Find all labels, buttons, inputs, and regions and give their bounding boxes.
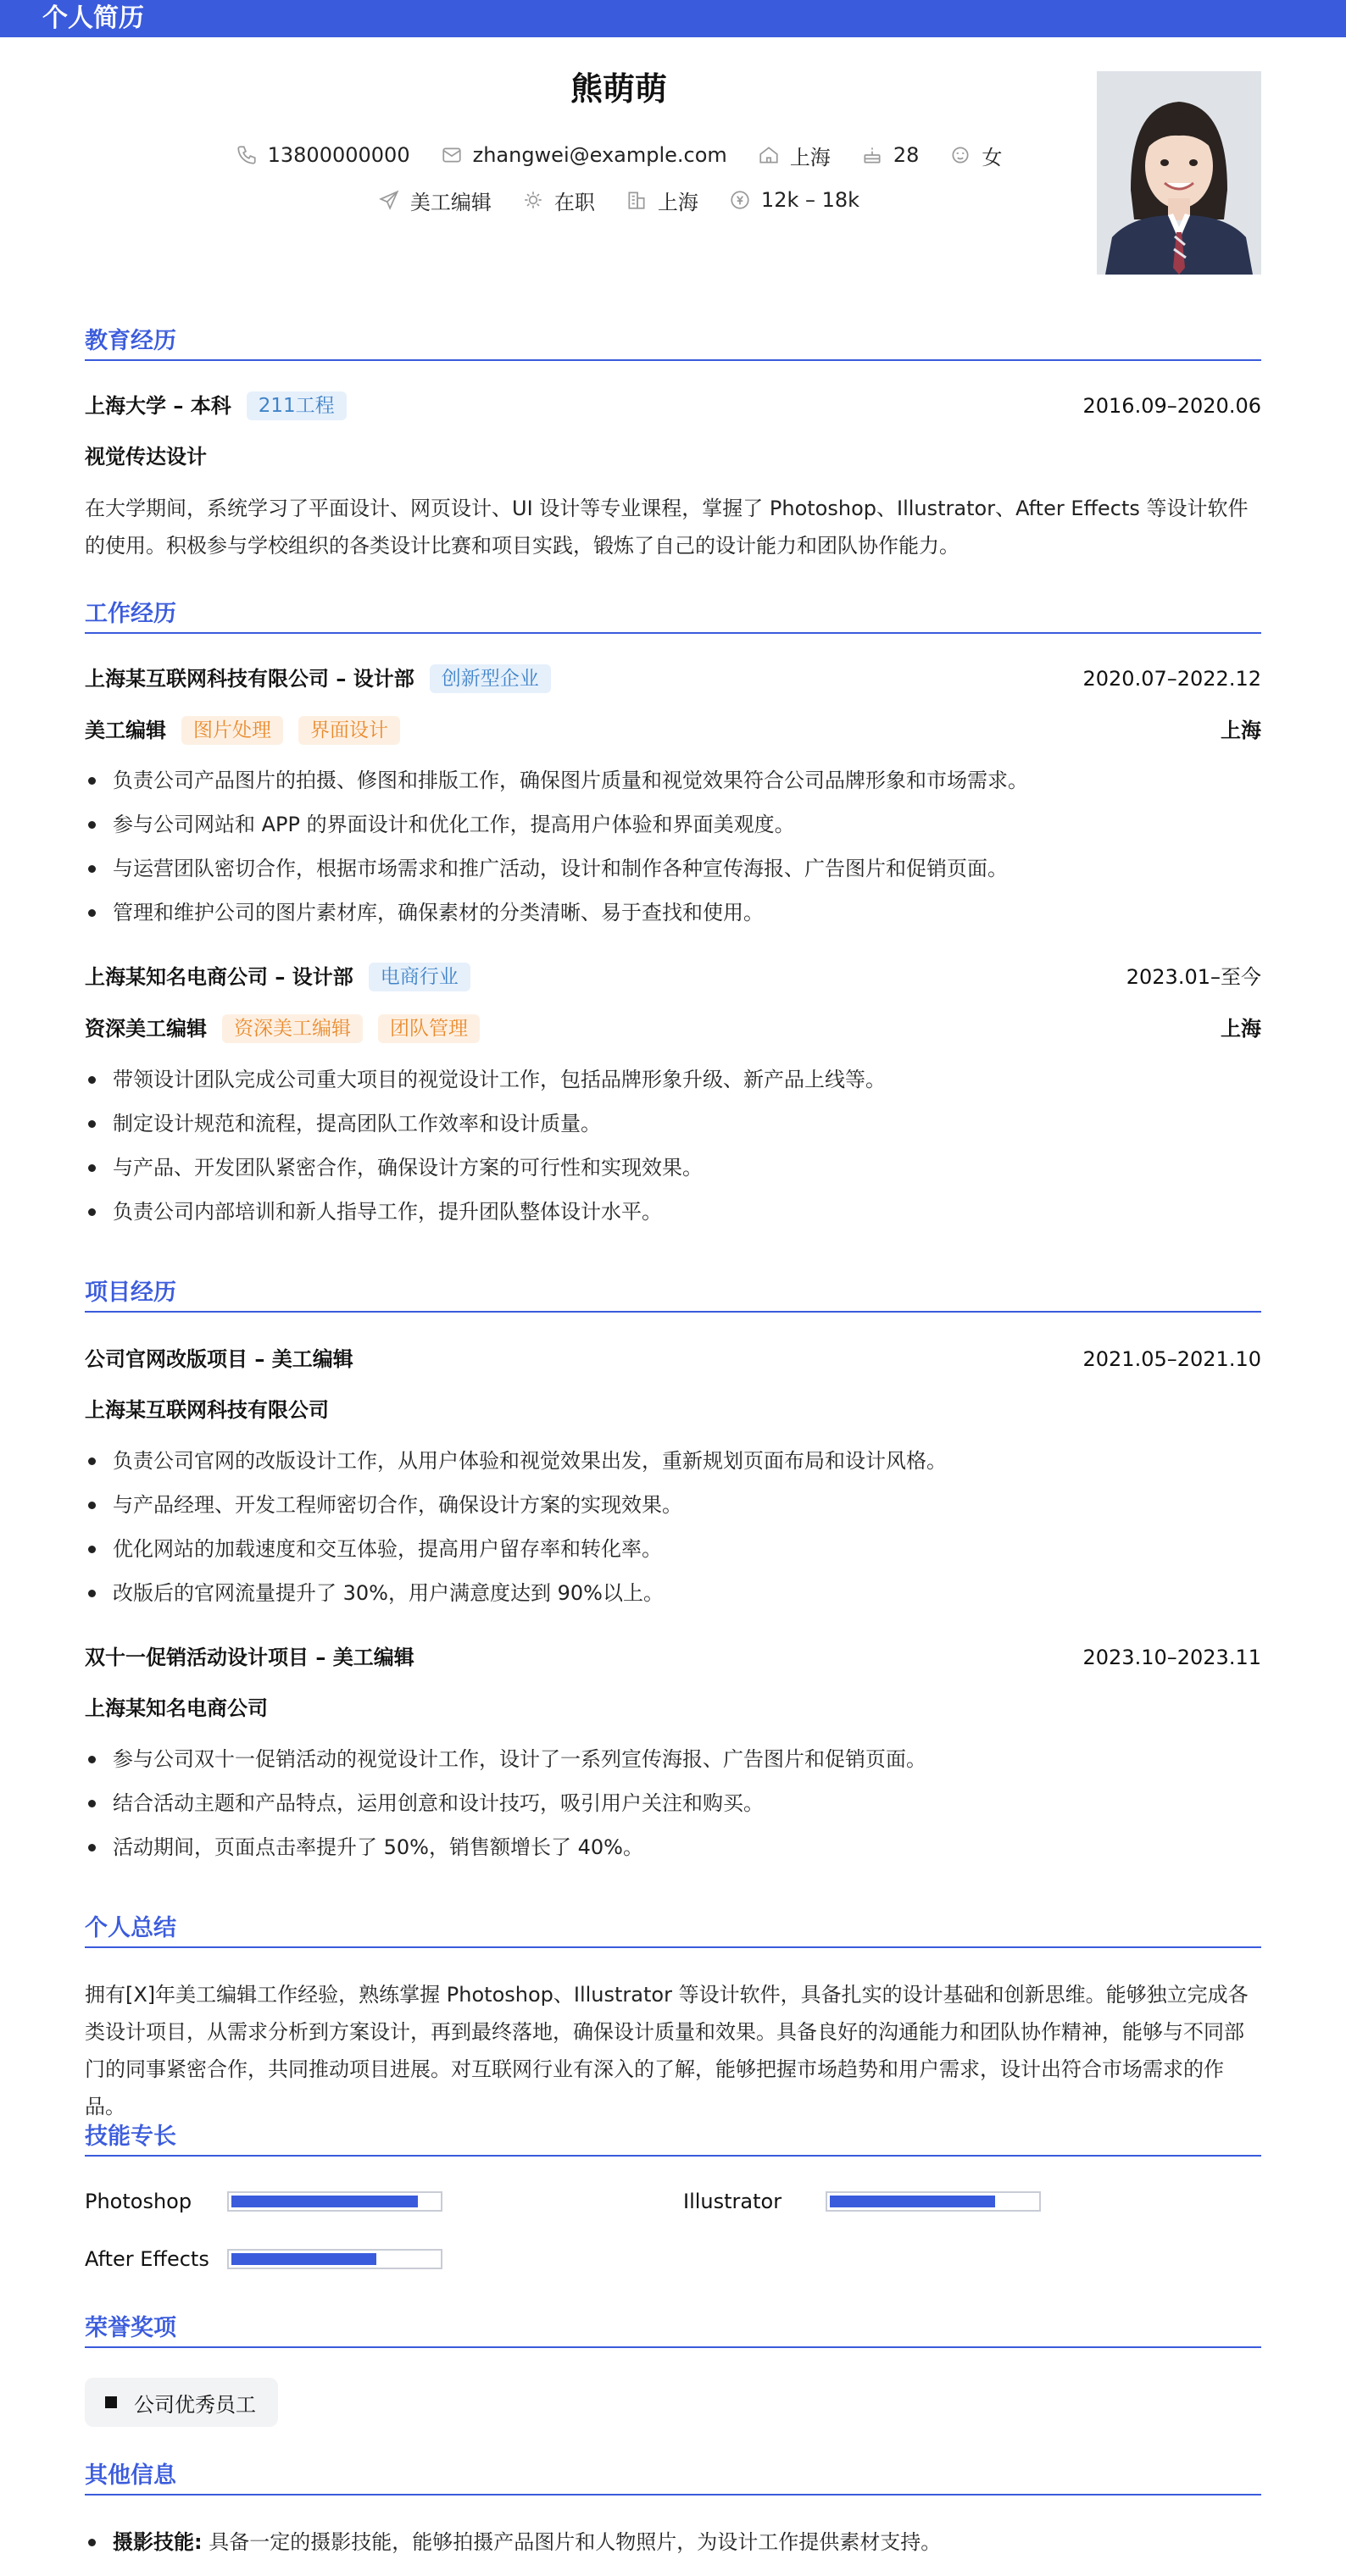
- skill-name: Illustrator: [683, 2190, 782, 2213]
- section-divider: [85, 2346, 1261, 2348]
- page-title: 个人简历: [42, 3, 144, 33]
- project-duties-list: [85, 1737, 1261, 1869]
- list-item: 负责公司内部培训和新人指导工作，提升团队整体设计水平。: [85, 1190, 1261, 1234]
- phone-icon: [236, 144, 258, 166]
- skill-progress-fill: [830, 2196, 995, 2207]
- position-text: 美工编辑: [409, 190, 492, 214]
- company-name: 上海某互联网科技有限公司 – 设计部: [85, 667, 414, 691]
- section-title-work: 工作经历: [85, 601, 176, 627]
- building-icon: [626, 189, 648, 211]
- target-city-text: 上海: [657, 190, 698, 214]
- list-item: 优化网站的加载速度和交互体验，提高用户留存率和转化率。: [85, 1527, 1261, 1571]
- location-item: [758, 141, 831, 170]
- job-intent-row: [0, 186, 1238, 214]
- age-item: [861, 143, 920, 167]
- skill-progress-bar: [826, 2191, 1041, 2212]
- salary-item: [729, 188, 859, 212]
- list-item: 改版后的官网流量提升了 30%，用户满意度达到 90%以上。: [85, 1571, 1261, 1615]
- project-company: 上海某知名电商公司: [85, 1696, 268, 1720]
- work-duties-list: [85, 1058, 1261, 1234]
- list-item: 与产品经理、开发工程师密切合作，确保设计方案的实现效果。: [85, 1483, 1261, 1527]
- list-item: 与运营团队密切合作，根据市场需求和推广活动，设计和制作各种宣传海报、广告图片和促销页面。: [85, 847, 1261, 891]
- salary-text: 12k – 18k: [760, 188, 860, 212]
- education-school-row: [85, 391, 347, 420]
- other-info-label: 摄影技能:: [113, 2530, 203, 2554]
- list-item: 与产品、开发团队紧密合作，确保设计方案的可行性和实现效果。: [85, 1146, 1261, 1190]
- status-item: [522, 186, 595, 215]
- work-date: 2020.07–2022.12: [1082, 667, 1261, 691]
- work-city: 上海: [1221, 1017, 1261, 1041]
- section-divider: [85, 2155, 1261, 2157]
- location-text: 上海: [789, 145, 831, 169]
- square-icon: [105, 2396, 117, 2408]
- section-title-summary: 个人总结: [85, 1915, 176, 1941]
- work-company-row: [85, 664, 551, 693]
- education-major: 视觉传达设计: [85, 445, 207, 469]
- list-item: 带领设计团队完成公司重大项目的视觉设计工作，包括品牌形象升级、新产品上线等。: [85, 1058, 1261, 1102]
- education-date: 2016.09–2020.06: [1082, 394, 1261, 418]
- project-company: 上海某互联网科技有限公司: [85, 1398, 329, 1422]
- skill-progress-bar: [227, 2191, 442, 2212]
- home-icon: [758, 144, 780, 166]
- salary-icon: [729, 189, 751, 211]
- status-icon: [522, 189, 544, 211]
- gender-text: 女: [982, 145, 1003, 169]
- list-item: 管理和维护公司的图片素材库，确保素材的分类清晰、易于查找和使用。: [85, 891, 1261, 935]
- education-description: 在大学期间，系统学习了平面设计、网页设计、UI 设计等专业课程，掌握了 Photoshop、Illustrator、After Effects 等设计软件的使用。积极参与学校组织的各类设计比赛和项目实践，锻炼了自己的设计能力和团队协作能力。: [85, 497, 1249, 558]
- section-title-education: 教育经历: [85, 328, 176, 354]
- list-item: 参与公司双十一促销活动的视觉设计工作，设计了一系列宣传海报、广告图片和促销页面。: [85, 1737, 1261, 1781]
- section-title-awards: 荣誉奖项: [85, 2315, 176, 2341]
- position-item: [378, 186, 492, 215]
- section-title-other: 其他信息: [85, 2462, 176, 2489]
- gender-icon: [949, 144, 971, 166]
- project-date: 2021.05–2021.10: [1082, 1347, 1261, 1371]
- work-date: 2023.01–至今: [1126, 965, 1261, 989]
- age-text: 28: [893, 143, 920, 167]
- role-name: 资深美工编辑: [85, 1017, 207, 1041]
- candidate-name: 熊萌萌: [570, 70, 667, 108]
- email-item: [441, 143, 727, 167]
- skill-progress-fill: [231, 2196, 418, 2207]
- profile-photo: [1097, 71, 1261, 275]
- project-date: 2023.10–2023.11: [1082, 1646, 1261, 1669]
- list-item: 制定设计规范和流程，提高团队工作效率和设计质量。: [85, 1102, 1261, 1146]
- phone-text: 13800000000: [267, 143, 410, 167]
- role-tag: 资深美工编辑: [222, 1014, 363, 1043]
- other-info-text: 具备一定的摄影技能，能够拍摄产品图片和人物照片，为设计工作提供素材支持。: [209, 2530, 942, 2554]
- other-info-item: [85, 2520, 941, 2564]
- role-name: 美工编辑: [85, 719, 166, 742]
- role-tag: 界面设计: [298, 716, 400, 745]
- company-name: 上海某知名电商公司 – 设计部: [85, 965, 353, 989]
- skill-name: Photoshop: [85, 2190, 192, 2213]
- gender-item: [949, 141, 1002, 170]
- work-company-row: [85, 963, 470, 991]
- section-divider: [85, 1946, 1261, 1948]
- phone-item: [236, 143, 410, 167]
- cake-icon: [861, 144, 883, 166]
- section-divider: [85, 2494, 1261, 2496]
- work-duties-list: [85, 758, 1261, 935]
- list-item: 负责公司产品图片的拍摄、修图和排版工作，确保图片质量和视觉效果符合公司品牌形象和市场需求。: [85, 758, 1261, 802]
- role-tag: 团队管理: [378, 1014, 480, 1043]
- list-item: 负责公司官网的改版设计工作，从用户体验和视觉效果出发，重新规划页面布局和设计风格。: [85, 1439, 1261, 1483]
- list-item: 参与公司网站和 APP 的界面设计和优化工作，提高用户体验和界面美观度。: [85, 802, 1261, 847]
- project-name: 双十一促销活动设计项目 – 美工编辑: [85, 1646, 414, 1669]
- skill-name: After Effects: [85, 2247, 209, 2271]
- award-text: 公司优秀员工: [134, 2392, 256, 2417]
- role-tag: 图片处理: [181, 716, 283, 745]
- section-divider: [85, 359, 1261, 361]
- summary-text: 拥有[X]年美工编辑工作经验，熟练掌握 Photoshop、Illustrator 等设计软件，具备扎实的设计基础和创新思维。能够独立完成各类设计项目，从需求分析到方案设计，再到最终落地，确保设计质量和效果。具备良好的沟通能力和团队协作精神，能够与不同部门的同事紧密合作，共同推动项目进展。对互联网行业有深入的了解，能够把握市场趋势和用户需求，设计出符合市场需求的作品。: [85, 1983, 1249, 2118]
- work-role-row: [85, 1014, 480, 1043]
- company-tag: 创新型企业: [430, 664, 551, 693]
- work-role-row: [85, 716, 400, 745]
- school-name: 上海大学 – 本科: [85, 394, 231, 418]
- school-tag: 211工程: [247, 391, 347, 420]
- section-title-skills: 技能专长: [85, 2124, 176, 2150]
- skill-item: [683, 2190, 1041, 2213]
- company-tag: 电商行业: [369, 963, 470, 991]
- project-name: 公司官网改版项目 – 美工编辑: [85, 1347, 353, 1371]
- section-divider: [85, 1311, 1261, 1313]
- skill-progress-fill: [231, 2253, 376, 2265]
- list-item: 结合活动主题和产品特点，运用创意和设计技巧，吸引用户关注和购买。: [85, 1781, 1261, 1825]
- contact-row: [0, 141, 1238, 169]
- section-title-projects: 项目经历: [85, 1280, 176, 1306]
- list-item: 活动期间，页面点击率提升了 50%，销售额增长了 40%。: [85, 1825, 1261, 1869]
- mail-icon: [441, 144, 463, 166]
- skill-item: [85, 2190, 442, 2213]
- project-duties-list: [85, 1439, 1261, 1615]
- email-text: zhangwei@example.com: [472, 143, 727, 167]
- work-city: 上海: [1221, 719, 1261, 742]
- status-text: 在职: [553, 190, 595, 214]
- skill-item: [85, 2247, 442, 2271]
- skill-progress-bar: [227, 2249, 442, 2269]
- section-divider: [85, 632, 1261, 634]
- target-city-item: [626, 186, 698, 215]
- send-icon: [378, 189, 400, 211]
- award-chip: [85, 2378, 278, 2427]
- top-bar: [0, 0, 1346, 37]
